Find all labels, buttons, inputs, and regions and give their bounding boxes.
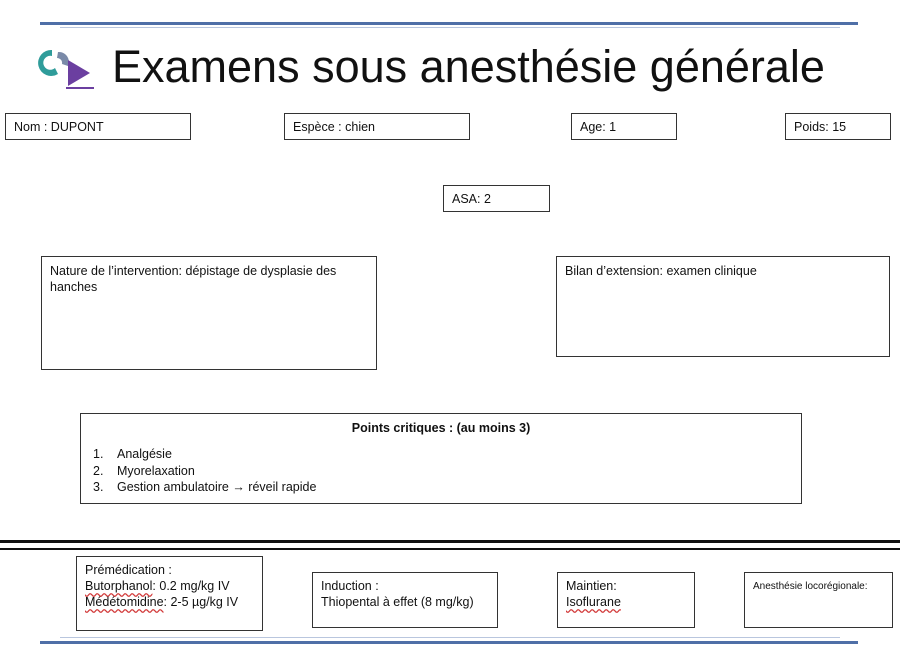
logo-icon [38, 44, 100, 92]
bottom-rule-thin [60, 637, 840, 638]
induction-box [312, 572, 498, 628]
species-field: Espèce : chien [284, 113, 470, 140]
critical-points-title: Points critiques : (au moins 3) [351, 421, 531, 435]
separator-thick [0, 540, 900, 543]
list-item-number: 3. [93, 480, 104, 494]
list-item-text: Analgésie [117, 447, 172, 461]
list-item [91, 463, 791, 480]
extension-assessment-box: Bilan d’extension: examen clinique [556, 256, 890, 357]
maintenance-label: Maintien: [566, 579, 617, 593]
list-item [91, 446, 791, 463]
top-rule-thin [60, 27, 840, 28]
induction-label: Induction : [321, 579, 379, 593]
list-item-number: 2. [93, 463, 104, 478]
patient-name-field: Nom : DUPONT [5, 113, 191, 140]
locoregional-label: Anesthésie locorégionale: [753, 581, 868, 592]
critical-points-box [80, 413, 802, 504]
age-field: Age: 1 [571, 113, 677, 140]
list-item-number: 1. [93, 447, 104, 461]
drug-dose: : 0.2 mg/kg IV [152, 579, 230, 593]
maintenance-box [557, 572, 695, 628]
drug-name: Médétomidine [85, 595, 164, 609]
separator-thin [0, 548, 900, 550]
premedication-label: Prémédication : [85, 563, 172, 577]
list-item-text: Myorelaxation [117, 463, 195, 478]
maintenance-value: Isoflurane [566, 595, 621, 609]
premedication-drug-2 [85, 594, 254, 610]
intervention-nature-box: Nature de l’intervention: dépistage de dysplasie des hanches [41, 256, 377, 370]
drug-dose: : 2-5 µg/kg IV [163, 595, 239, 609]
premedication-drug-1 [85, 578, 254, 594]
induction-value: Thiopental à effet (8 mg/kg) [321, 595, 474, 609]
asa-field: ASA: 2 [443, 185, 550, 212]
critical-points-list [91, 446, 791, 496]
premedication-box [76, 556, 263, 631]
drug-name: Butorphanol [85, 579, 153, 593]
weight-field: Poids: 15 [785, 113, 891, 140]
locoregional-anesthesia-box [744, 572, 893, 628]
list-item-text: Gestion ambulatoire → réveil rapide [117, 480, 317, 494]
bottom-rule [40, 641, 858, 644]
page-title: Examens sous anesthésie générale [112, 41, 825, 92]
list-item [91, 479, 791, 496]
top-rule [40, 22, 858, 25]
